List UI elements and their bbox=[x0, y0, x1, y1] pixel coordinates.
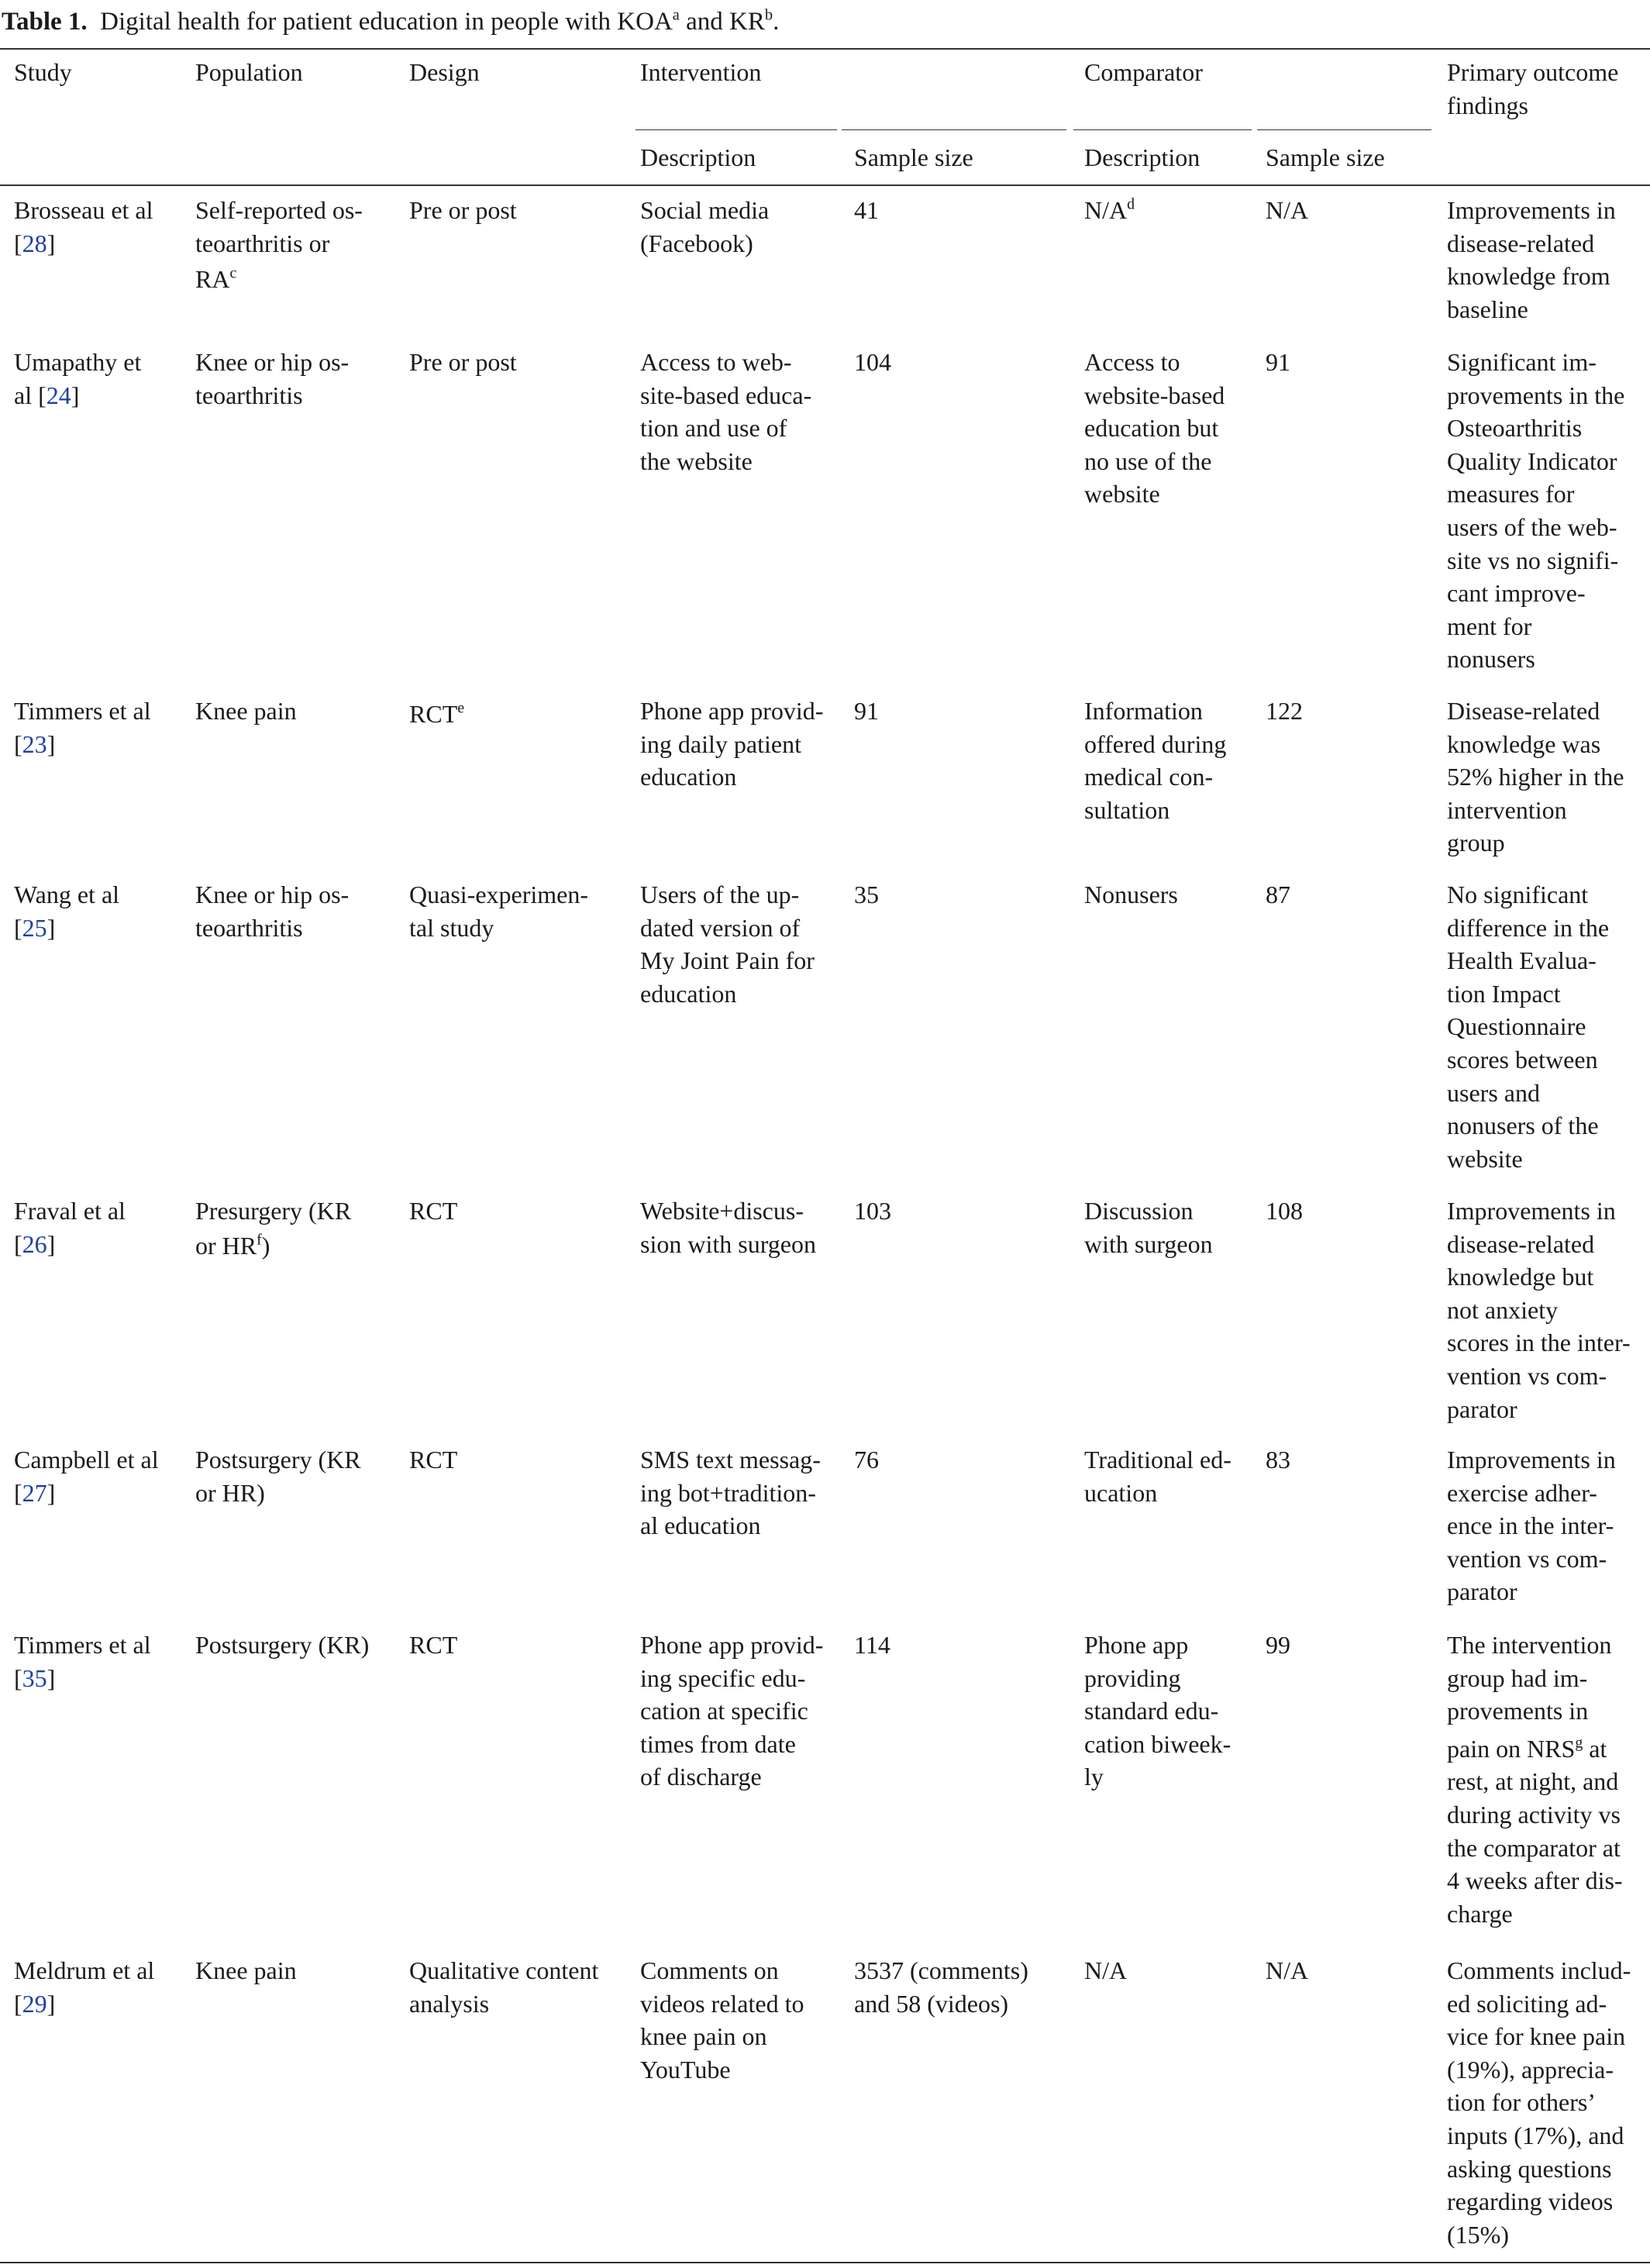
table-row-7-intervention bbox=[640, 1629, 823, 1794]
table-row-1-finding bbox=[1447, 194, 1616, 326]
table-row-5-intervention bbox=[640, 1194, 816, 1260]
table-top-rule bbox=[0, 48, 1650, 50]
study-name: Wang et al bbox=[14, 881, 120, 908]
population-line: Self-reported os- bbox=[195, 196, 363, 224]
table-row-3-population bbox=[195, 695, 297, 728]
finding-line: 52% higher in the bbox=[1447, 763, 1624, 791]
header-population: Population bbox=[195, 58, 303, 86]
finding-line: charge bbox=[1447, 1899, 1513, 1928]
finding-line: scores in the inter- bbox=[1447, 1329, 1631, 1357]
population-hr-close: ) bbox=[261, 1231, 270, 1260]
table-row-3-design bbox=[409, 698, 464, 731]
finding-line: not anxiety bbox=[1447, 1295, 1559, 1324]
table-row-4-population bbox=[195, 878, 349, 944]
finding-line: baseline bbox=[1447, 295, 1528, 323]
table-row-2-comparator bbox=[1084, 346, 1225, 511]
table-row-7-comparator bbox=[1084, 1629, 1231, 1794]
header-primary-outcome-line-1: Primary outcome bbox=[1447, 58, 1619, 86]
design-rct: RCT bbox=[409, 700, 458, 728]
reference-link[interactable]: 26 bbox=[22, 1229, 47, 1258]
intervention-line: Users of the up- bbox=[640, 881, 800, 908]
table-caption bbox=[2, 3, 779, 40]
study-name: Meldrum et al bbox=[14, 1956, 155, 1984]
finding-line: the comparator at bbox=[1447, 1833, 1621, 1862]
finding-line: knowledge from bbox=[1447, 262, 1610, 291]
table-row-7-intervention-size: 114 bbox=[854, 1631, 890, 1659]
population-line: Postsurgery (KR bbox=[195, 1446, 361, 1474]
caption-text: Digital health for patient education in people with KOA bbox=[100, 8, 673, 36]
intervention-line: knee pain on bbox=[640, 2022, 767, 2051]
intervention-line: of discharge bbox=[640, 1763, 762, 1791]
table-row-1-comparator-size: N/A bbox=[1266, 196, 1309, 224]
table-row-5-study: Fraval et al [26] bbox=[14, 1194, 126, 1260]
finding-line: The intervention bbox=[1447, 1631, 1612, 1659]
study-name-cont: al bbox=[14, 381, 39, 409]
table-row-2-study: Umapathy et al [24] bbox=[14, 346, 141, 412]
finding-line: Improvements in bbox=[1447, 196, 1616, 224]
table-row-2-design bbox=[409, 346, 517, 379]
caption-text-mid: and KR bbox=[679, 8, 765, 36]
table-row-3-intervention bbox=[640, 695, 823, 794]
table-row-6-intervention bbox=[640, 1443, 821, 1542]
population-hr: or HR bbox=[195, 1231, 257, 1260]
finding-line: (15%) bbox=[1447, 2220, 1509, 2249]
finding-line: Disease-related bbox=[1447, 697, 1600, 725]
finding-line: measures for bbox=[1447, 480, 1575, 508]
comparator-line: education but bbox=[1084, 414, 1219, 443]
finding-line: group had im- bbox=[1447, 1663, 1588, 1692]
reference-link[interactable]: 27 bbox=[22, 1478, 47, 1507]
intervention-line: the website bbox=[640, 446, 753, 475]
finding-nrs-cont: at bbox=[1583, 1734, 1607, 1763]
table-row-6-population bbox=[195, 1443, 361, 1509]
header-comparator-description: Description bbox=[1084, 143, 1200, 171]
comparator-group-rule bbox=[1073, 129, 1252, 130]
intervention-line: Website+discus- bbox=[640, 1197, 804, 1225]
finding-line: Comments includ- bbox=[1447, 1956, 1631, 1984]
population-line: Knee pain bbox=[195, 1956, 297, 1984]
table-row-4-finding bbox=[1447, 878, 1609, 1175]
finding-line: Quality Indicator bbox=[1447, 446, 1617, 475]
comparator-line: with surgeon bbox=[1084, 1229, 1213, 1258]
table-row-8-comparator-size: N/A bbox=[1266, 1956, 1309, 1984]
comparator-line: providing bbox=[1084, 1663, 1181, 1692]
finding-line: Significant im- bbox=[1447, 348, 1597, 376]
table-row-7-study: Timmers et al [35] bbox=[14, 1629, 151, 1694]
population-line: teoarthritis or bbox=[195, 229, 330, 257]
comparator-line: medical con- bbox=[1084, 763, 1214, 791]
intervention-line: Social media bbox=[640, 196, 770, 224]
design-line: Quasi-experimen- bbox=[409, 881, 589, 908]
intervention-line: tion and use of bbox=[640, 414, 787, 443]
intervention-line: site-based educa- bbox=[640, 381, 812, 409]
comparator-line: Traditional ed- bbox=[1084, 1446, 1231, 1474]
comparator-line: Information bbox=[1084, 697, 1203, 725]
table-row-7-population bbox=[195, 1629, 369, 1662]
reference-link[interactable]: 24 bbox=[46, 381, 71, 409]
table-row-6-intervention-size: 76 bbox=[854, 1446, 879, 1474]
finding-line: Questionnaire bbox=[1447, 1012, 1586, 1041]
table-row-3-study: Timmers et al [23] bbox=[14, 695, 151, 760]
finding-line: during activity vs bbox=[1447, 1800, 1621, 1829]
comparator-line: no use of the bbox=[1084, 446, 1212, 475]
comparator-line: standard edu- bbox=[1084, 1697, 1219, 1725]
comparator-line: ucation bbox=[1084, 1478, 1158, 1507]
table-row-8-finding bbox=[1447, 1954, 1631, 2251]
finding-line: cant improve- bbox=[1447, 579, 1586, 608]
table-row-1-study: Brosseau et al [28] bbox=[14, 194, 153, 260]
intervention-line: times from date bbox=[640, 1729, 796, 1758]
population-line: teoarthritis bbox=[195, 381, 303, 409]
population-line: Knee or hip os- bbox=[195, 881, 350, 908]
sample-size-line: 3537 (comments) bbox=[854, 1956, 1028, 1984]
intervention-line: al education bbox=[640, 1511, 761, 1540]
header-comparator-sample-size: Sample size bbox=[1266, 143, 1385, 171]
finding-line: disease-related bbox=[1447, 229, 1595, 257]
intervention-line: (Facebook) bbox=[640, 229, 753, 257]
table-row-3-comparator bbox=[1084, 695, 1226, 826]
table-row-2-population bbox=[195, 346, 349, 412]
footnote-d: d bbox=[1127, 195, 1135, 213]
header-study: Study bbox=[14, 58, 72, 86]
table-row-4-design bbox=[409, 878, 588, 944]
table-row-3-comparator-size: 122 bbox=[1266, 697, 1303, 725]
finding-line: tion Impact bbox=[1447, 979, 1561, 1008]
finding-line: nonusers bbox=[1447, 645, 1535, 674]
table-row-6-design bbox=[409, 1443, 457, 1477]
intervention-line: SMS text messag- bbox=[640, 1446, 821, 1474]
finding-line: vention vs com- bbox=[1447, 1361, 1607, 1390]
table-row-5-intervention-size: 103 bbox=[854, 1197, 891, 1225]
design-line: RCT bbox=[409, 1446, 458, 1474]
population-line: or HR) bbox=[195, 1478, 265, 1507]
finding-line: users of the web- bbox=[1447, 512, 1617, 541]
intervention-group-rule bbox=[636, 129, 837, 130]
intervention-line: ing daily patient bbox=[640, 729, 801, 758]
finding-line: Health Evalua- bbox=[1447, 946, 1597, 975]
finding-line: parator bbox=[1447, 1394, 1517, 1423]
study-name: Timmers et al bbox=[14, 697, 151, 725]
header-comparator: Comparator bbox=[1084, 58, 1203, 86]
table-row-8-design bbox=[409, 1954, 598, 2020]
comparator-line: Access to bbox=[1084, 348, 1180, 376]
table-row-4-study: Wang et al [25] bbox=[14, 878, 119, 944]
finding-line: ence in the inter- bbox=[1447, 1511, 1614, 1540]
design-line: tal study bbox=[409, 913, 494, 942]
comparator-na: N/A bbox=[1084, 196, 1128, 224]
intervention-line: education bbox=[640, 979, 737, 1008]
study-name: Campbell et al bbox=[14, 1446, 159, 1474]
table-row-5-population bbox=[195, 1194, 351, 1262]
population-line: teoarthritis bbox=[195, 913, 303, 942]
table-row-1-design bbox=[409, 194, 517, 227]
table-row-7-comparator-size: 99 bbox=[1266, 1631, 1290, 1659]
intervention-line: Phone app provid- bbox=[640, 1631, 824, 1659]
comparator-line: Nonusers bbox=[1084, 881, 1178, 908]
finding-line: site vs no signifi- bbox=[1447, 546, 1619, 574]
reference-link[interactable]: 29 bbox=[22, 1989, 47, 2018]
caption-footnote-b: b bbox=[764, 6, 773, 24]
finding-line: vice for knee pain bbox=[1447, 2022, 1626, 2051]
table-row-4-comparator bbox=[1084, 878, 1178, 912]
table-row-1-comparator bbox=[1084, 194, 1135, 227]
design-line: RCT bbox=[409, 1631, 458, 1659]
comparator-group-rule-2 bbox=[1257, 129, 1431, 130]
intervention-line: sion with surgeon bbox=[640, 1229, 816, 1258]
population-line: Knee pain bbox=[195, 697, 297, 725]
intervention-line: My Joint Pain for bbox=[640, 946, 815, 975]
population-line: Postsurgery (KR) bbox=[195, 1631, 370, 1659]
table-row-8-comparator bbox=[1084, 1954, 1127, 1987]
intervention-line: dated version of bbox=[640, 913, 801, 942]
reference-link[interactable]: 28 bbox=[22, 229, 47, 257]
finding-nrs: pain on NRS bbox=[1447, 1734, 1576, 1763]
table-row-1-population bbox=[195, 194, 363, 296]
comparator-line: cation biweek- bbox=[1084, 1729, 1231, 1758]
design-line: Pre or post bbox=[409, 348, 517, 376]
table-row-7-design bbox=[409, 1629, 457, 1662]
intervention-line: Phone app provid- bbox=[640, 697, 824, 725]
header-intervention-description: Description bbox=[640, 143, 756, 171]
table-row-6-comparator bbox=[1084, 1443, 1231, 1509]
table-row-6-finding bbox=[1447, 1443, 1616, 1608]
header-primary-outcome-line-2: findings bbox=[1447, 91, 1528, 119]
caption-footnote-a: a bbox=[672, 6, 680, 24]
table-row-5-design bbox=[409, 1194, 457, 1228]
finding-line: No significant bbox=[1447, 881, 1589, 908]
footnote-e: e bbox=[457, 699, 465, 717]
finding-line: difference in the bbox=[1447, 913, 1610, 942]
footnote-c: c bbox=[229, 264, 237, 282]
population-line: Knee or hip os- bbox=[195, 348, 350, 376]
reference-link[interactable]: 25 bbox=[22, 913, 47, 942]
intervention-line: ing bot+tradition- bbox=[640, 1478, 816, 1507]
table-row-8-study: Meldrum et al [29] bbox=[14, 1954, 154, 2020]
population-ra: RA bbox=[195, 265, 230, 294]
table-row-8-population bbox=[195, 1954, 297, 1987]
table-row-4-intervention bbox=[640, 878, 815, 1010]
intervention-line: education bbox=[640, 763, 737, 791]
table-row-5-comparator-size: 108 bbox=[1266, 1197, 1303, 1225]
finding-line: group bbox=[1447, 829, 1505, 857]
table-row-2-comparator-size: 91 bbox=[1266, 348, 1290, 376]
header-design: Design bbox=[409, 58, 480, 86]
finding-line: knowledge was bbox=[1447, 729, 1601, 758]
table-row-1-intervention-size: 41 bbox=[854, 196, 879, 224]
finding-line: regarding videos bbox=[1447, 2187, 1614, 2216]
table-row-1-intervention bbox=[640, 194, 769, 260]
finding-line: exercise adher- bbox=[1447, 1478, 1597, 1507]
study-name: Timmers et al bbox=[14, 1631, 151, 1659]
study-name: Fraval et al bbox=[14, 1197, 126, 1225]
finding-line: scores between bbox=[1447, 1045, 1598, 1074]
finding-line: (19%), apprecia- bbox=[1447, 2055, 1614, 2084]
finding-line: rest, at night, and bbox=[1447, 1767, 1619, 1796]
intervention-line: cation at specific bbox=[640, 1697, 808, 1725]
table-row-3-finding bbox=[1447, 695, 1624, 860]
finding-line: 4 weeks after dis- bbox=[1447, 1866, 1623, 1895]
study-name: Umapathy et bbox=[14, 348, 142, 376]
reference-link[interactable]: 23 bbox=[22, 729, 47, 758]
design-line: RCT bbox=[409, 1197, 458, 1225]
header-primary-outcome bbox=[1447, 56, 1618, 122]
finding-line: Improvements in bbox=[1447, 1446, 1616, 1474]
reference-link[interactable]: 35 bbox=[22, 1663, 47, 1692]
finding-line: asking questions bbox=[1447, 2154, 1612, 2183]
comparator-line: Phone app bbox=[1084, 1631, 1189, 1659]
comparator-line: website-based bbox=[1084, 381, 1225, 409]
caption-label: Table 1. bbox=[2, 8, 88, 36]
sample-size-line: and 58 (videos) bbox=[854, 1989, 1009, 2018]
finding-line: provements in the bbox=[1447, 381, 1625, 409]
table-bottom-rule bbox=[0, 2262, 1650, 2263]
table-row-5-finding bbox=[1447, 1194, 1631, 1425]
finding-line: vention vs com- bbox=[1447, 1544, 1607, 1573]
finding-line: nonusers of the bbox=[1447, 1112, 1599, 1140]
comparator-line: ly bbox=[1084, 1763, 1104, 1791]
intervention-line: videos related to bbox=[640, 1989, 804, 2018]
intervention-line: ing specific edu- bbox=[640, 1663, 806, 1692]
comparator-line: website bbox=[1084, 480, 1160, 508]
table-row-5-comparator bbox=[1084, 1194, 1213, 1260]
table-row-2-finding bbox=[1447, 346, 1624, 676]
table-row-8-intervention bbox=[640, 1954, 804, 2086]
study-name: Brosseau et al bbox=[14, 196, 153, 224]
comparator-line: N/A bbox=[1084, 1956, 1128, 1984]
footnote-f: f bbox=[257, 1231, 262, 1249]
design-line: Pre or post bbox=[409, 196, 517, 224]
table-row-7-finding bbox=[1447, 1629, 1623, 1930]
finding-line: ed soliciting ad- bbox=[1447, 1989, 1607, 2018]
finding-line: inputs (17%), and bbox=[1447, 2121, 1624, 2149]
caption-text-end: . bbox=[773, 8, 780, 36]
table-row-4-comparator-size: 87 bbox=[1266, 881, 1290, 908]
finding-line: intervention bbox=[1447, 795, 1567, 824]
population-line: Presurgery (KR bbox=[195, 1197, 352, 1225]
finding-line: website bbox=[1447, 1144, 1523, 1173]
header-bottom-rule bbox=[0, 184, 1650, 186]
finding-line: provements in bbox=[1447, 1697, 1589, 1725]
table-row-2-intervention bbox=[640, 346, 811, 477]
table-row-6-study: Campbell et al [27] bbox=[14, 1443, 159, 1509]
comparator-line: Discussion bbox=[1084, 1197, 1194, 1225]
intervention-line: Comments on bbox=[640, 1956, 779, 1984]
table-row-6-comparator-size: 83 bbox=[1266, 1446, 1290, 1474]
finding-line: parator bbox=[1447, 1577, 1517, 1606]
footnote-g: g bbox=[1575, 1734, 1583, 1752]
finding-line: users and bbox=[1447, 1078, 1540, 1107]
finding-line: Osteoarthritis bbox=[1447, 414, 1583, 443]
comparator-line: offered during bbox=[1084, 729, 1227, 758]
table-row-2-intervention-size: 104 bbox=[854, 348, 891, 376]
finding-line: knowledge but bbox=[1447, 1263, 1594, 1291]
table-row-4-intervention-size: 35 bbox=[854, 881, 879, 908]
intervention-line: YouTube bbox=[640, 2055, 731, 2084]
header-intervention: Intervention bbox=[640, 58, 762, 86]
finding-line: Improvements in bbox=[1447, 1197, 1616, 1225]
intervention-line: Access to web- bbox=[640, 348, 792, 376]
comparator-line: sultation bbox=[1084, 795, 1170, 824]
design-line: analysis bbox=[409, 1989, 490, 2018]
table-row-3-intervention-size: 91 bbox=[854, 697, 879, 725]
table-row-8-intervention-size bbox=[854, 1954, 1028, 2020]
finding-line: tion for others’ bbox=[1447, 2088, 1596, 2117]
design-line: Qualitative content bbox=[409, 1956, 599, 1984]
header-intervention-sample-size: Sample size bbox=[854, 143, 973, 171]
intervention-group-rule-2 bbox=[842, 129, 1066, 130]
finding-line: ment for bbox=[1447, 612, 1532, 640]
finding-line: disease-related bbox=[1447, 1229, 1595, 1258]
